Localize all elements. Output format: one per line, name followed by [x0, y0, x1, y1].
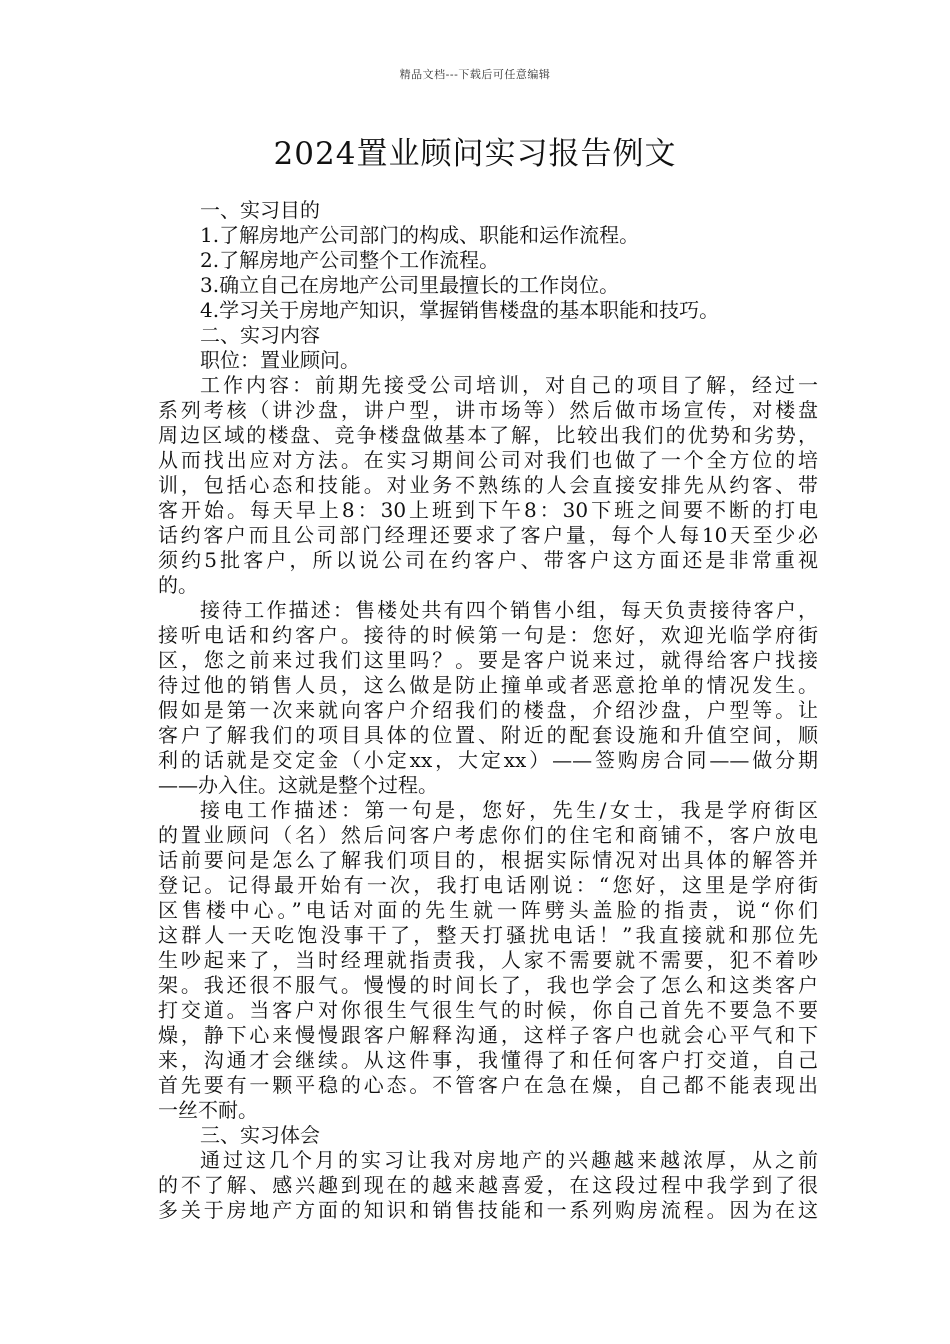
text-line: 的置业顾问（名）然后问客户考虑你们的住宅和商铺不，客户放电 — [158, 823, 818, 847]
text-line: 首先要有一颗平稳的心态。不管客户在急在燥，自己都不能表现出 — [158, 1073, 818, 1097]
text-line: 系列考核（讲沙盘，讲户型，讲市场等）然后做市场宣传，对楼盘 — [158, 398, 818, 422]
text-line: 接待工作描述：售楼处共有四个销售小组，每天负责接待客户， — [200, 598, 818, 622]
text-line: 客开始。每天早上8：30上班到下午8：30下班之间要不断的打电 — [158, 498, 818, 522]
text-line: 的。 — [158, 573, 198, 597]
text-line: 训，包括心态和技能。对业务不熟练的人会直接安排先从约客、带 — [158, 473, 818, 497]
text-line: 区售楼中心。”电话对面的先生就一阵劈头盖脸的指责，说“你们 — [158, 898, 818, 922]
text-line: 利的话就是交定金（小定xx，大定xx）——签购房合同——做分期 — [158, 748, 818, 772]
document-body — [158, 198, 818, 1223]
text-line: 工作内容：前期先接受公司培训，对自己的项目了解，经过一 — [200, 373, 818, 397]
text-line: 3.确立自己在房地产公司里最擅长的工作岗位。 — [200, 273, 620, 297]
text-line: 职位：置业顾问。 — [200, 348, 360, 372]
text-line: 这群人一天吃饱没事干了，整天打骚扰电话！”我直接就和那位先 — [158, 923, 818, 947]
text-line: 从而找出应对方法。在实习期间公司对我们也做了一个全方位的培 — [158, 448, 818, 472]
text-line: 架。我还很不服气。慢慢的时间长了，我也学会了怎么和这类客户 — [158, 973, 818, 997]
text-line: 打交道。当客户对你很生气很生气的时候，你自己首先不要急不要 — [158, 998, 818, 1022]
text-line: 客户了解我们的项目具体的位置、附近的配套设施和升值空间，顺 — [158, 723, 818, 747]
text-line: 4.学习关于房地产知识，掌握销售楼盘的基本职能和技巧。 — [200, 298, 720, 322]
text-line: 一、实习目的 — [200, 198, 320, 222]
text-line: 三、实习体会 — [200, 1123, 320, 1147]
text-line: ——办入住。这就是整个过程。 — [158, 773, 438, 797]
text-line: 燥，静下心来慢慢跟客户解释沟通，这样子客户也就会心平气和下 — [158, 1023, 818, 1047]
text-line: 生吵起来了，当时经理就指责我，人家不需要就不需要，犯不着吵 — [158, 948, 818, 972]
text-line: 多关于房地产方面的知识和销售技能和一系列购房流程。因为在这 — [158, 1198, 818, 1222]
document-title: 2024置业顾问实习报告例文 — [273, 136, 677, 172]
text-line: 登记。记得最开始有一次，我打电话刚说：“您好，这里是学府街 — [158, 873, 818, 897]
text-line: 接听电话和约客户。接待的时候第一句是：您好，欢迎光临学府街 — [158, 623, 818, 647]
text-line: 的不了解、感兴趣到现在的越来越喜爱，在这段过程中我学到了很 — [158, 1173, 818, 1197]
text-line: 区，您之前来过我们这里吗？。要是客户说来过，就得给客户找接 — [158, 648, 818, 672]
header-note: 精品文档---下载后可任意编辑 — [399, 68, 551, 81]
text-line: 假如是第一次来就向客户介绍我们的楼盘，介绍沙盘，户型等。让 — [158, 698, 818, 722]
text-line: 一丝不耐。 — [158, 1098, 258, 1122]
text-line: 二、实习内容 — [200, 323, 320, 347]
text-line: 通过这几个月的实习让我对房地产的兴趣越来越浓厚，从之前 — [200, 1148, 818, 1172]
text-line: 周边区域的楼盘、竞争楼盘做基本了解，比较出我们的优势和劣势， — [158, 423, 818, 447]
text-line: 话前要问是怎么了解我们项目的，根据实际情况对出具体的解答并 — [158, 848, 818, 872]
text-line: 待过他的销售人员，这么做是防止撞单或者恶意抢单的情况发生。 — [158, 673, 818, 697]
text-line: 须约5批客户，所以说公司在约客户、带客户这方面还是非常重视 — [158, 548, 818, 572]
text-line: 2.了解房地产公司整个工作流程。 — [200, 248, 500, 272]
text-line: 接电工作描述：第一句是，您好，先生/女士，我是学府街区 — [200, 798, 818, 822]
text-line: 1.了解房地产公司部门的构成、职能和运作流程。 — [200, 223, 640, 247]
text-line: 来，沟通才会继续。从这件事，我懂得了和任何客户打交道，自己 — [158, 1048, 818, 1072]
text-line: 话约客户而且公司部门经理还要求了客户量，每个人每10天至少必 — [158, 523, 818, 547]
